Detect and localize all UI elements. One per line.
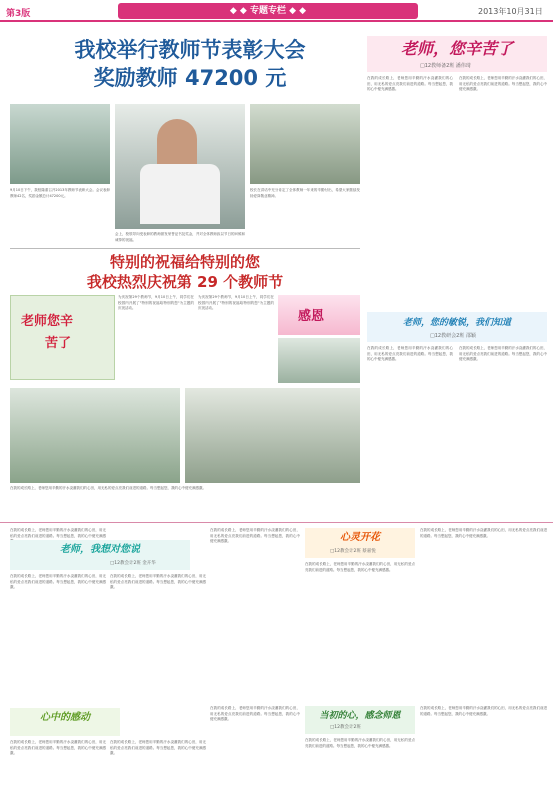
section-title: ◆ ◆ 专题专栏 ◆ ◆	[229, 6, 307, 16]
issue-date: 2013年10月31日	[478, 7, 543, 16]
feature-photo-small	[278, 338, 360, 383]
feature-caption: 在我的成长路上，老师您用辛勤的汗水浇灌我们的心田，用无私的爱点亮我们前进的道路。每当想起您，我的心中便充满感激。	[10, 486, 206, 490]
teacher-col-text-2: 在我的成长路上，老师您用辛勤的汗水浇灌我们的心田，用无私的爱点亮我们前进的道路。每当想起您，我的心中便充满感激。	[459, 76, 547, 92]
bottom-right-text: 在我的成长路上，老师您用辛勤的汗水浇灌我们的心田，用无私的爱点亮我们前进的道路。每当想起您，我的心中便充满感激。	[420, 706, 547, 716]
mood-col-text-2: 在我的成长路上，老师您用辛勤的汗水浇灌我们的心田，用无私的爱点亮我们前进的道路。每当想起您，我的心中便充满感激。	[110, 740, 206, 756]
page-number: 第3版	[6, 9, 31, 19]
diligent-col-text-1: 在我的成长路上，老师您用辛勤的汗水浇灌我们的心田，用无私的爱点亮我们前进的道路。每当想起您，我的心中便充满感激。	[367, 346, 453, 362]
header-rule	[0, 20, 553, 22]
diligent-col-text-2: 在我的成长路上，老师您用辛勤的汗水浇灌我们的心田，用无私的爱点亮我们前进的道路。每当想起您，我的心中便充满感激。	[459, 346, 547, 362]
card-text-1: 老师您辛	[21, 314, 74, 329]
heart-col-title: 心灵开花	[340, 532, 380, 543]
mood-col-title: 心中的感动	[40, 712, 90, 723]
heart-col-text: 在我的成长路上，老师您用辛勤的汗水浇灌我们的心田，用无私的爱点亮我们前进的道路。每当想起您，我的心中便充满感激。	[305, 562, 415, 572]
lower-divider	[0, 522, 553, 523]
heart-col-byline: □12教会计2班 蔡嘉悦	[330, 549, 376, 554]
lead-photo-1	[10, 104, 110, 184]
teacher-col-title: 老师，您辛苦了	[400, 39, 513, 58]
feature-body-1: 为庆祝第29个教师节，9月10日上午，同学们在校园内开展了"特别的祝福给特别的您"为主题的庆祝活动。	[118, 295, 194, 311]
card-photo	[10, 295, 115, 380]
feature-photo-strip-2	[185, 388, 360, 483]
wish-col-byline: □12教会计2班 金卉华	[110, 561, 156, 566]
feature-rule	[10, 248, 360, 249]
teacher-col-byline: □12教师备2班 潘伟琦	[420, 63, 471, 69]
lead-title-1: 我校举行教师节表彰大会	[74, 38, 306, 62]
feature-title-1: 特别的祝福给特别的您	[109, 253, 260, 271]
lead-body-left: 9月10日下午，我校隆重召开2013年教师节表彰大会。会议表彰教师42名，奖励金额总计47200元。	[10, 188, 110, 198]
wish-col-text-1: 在我的成长路上，老师您用辛勤的汗水浇灌我们的心田，用无私的爱点亮我们前进的道路。每当想起您，我的心中便充满感激。	[10, 574, 106, 590]
diligent-col-title: 老师，您的敏锐，我们知道	[402, 318, 511, 328]
lower-left-text: 在我的成长路上，老师您用辛勤的汗水浇灌我们的心田，用无私的爱点亮我们前进的道路。每当想起您，我的心中便充满感	[10, 528, 106, 538]
wish-col-text-2: 在我的成长路上，老师您用辛勤的汗水浇灌我们的心田，用无私的爱点亮我们前进的道路。每当想起您，我的心中便充满感激。	[110, 574, 206, 590]
lower-mid-text: 在我的成长路上，老师您用辛勤的汗水浇灌我们的心田，用无私的爱点亮我们前进的道路。每当想起您，我的心中便充满感激。	[210, 528, 300, 544]
feature-photo-strip-1	[10, 388, 180, 483]
lead-photo-2	[115, 104, 245, 229]
wish-col-title: 老师，我想对您说	[60, 544, 140, 555]
feature-body-2: 为庆祝第29个教师节，9月10日上午，同学们在校园内开展了"特别的祝福给特别的您"为主题的庆祝活动。	[198, 295, 274, 311]
lower-right-text: 在我的成长路上，老师您用辛勤的汗水浇灌我们的心田，用无私的爱点亮我们前进的道路。每当想起您，我的心中便充满感激。	[420, 528, 547, 538]
deeds-col-byline: □12教会计2班	[330, 725, 361, 730]
deeds-col-text: 在我的成长路上，老师您用辛勤的汗水浇灌我们的心田，用无私的爱点亮我们前进的道路。每当想起您，我的心中便充满感激。	[305, 738, 415, 748]
diligent-col-byline: □12教研会2班 邵颖	[430, 333, 476, 339]
card-text-2: 苦了	[45, 336, 72, 351]
lead-photo-3	[250, 104, 360, 184]
banner-photo	[278, 295, 360, 335]
mood-col-text-1: 在我的成长路上，老师您用辛勤的汗水浇灌我们的心田，用无私的爱点亮我们前进的道路。每当想起您，我的心中便充满感激。	[10, 740, 106, 756]
lead-body-right: 校长在讲话中充分肯定了全体教师一年来的辛勤付出，希望大家继续发扬爱岗敬业精神。	[250, 188, 360, 198]
lead-title-2: 奖励教师 47200 元	[93, 66, 287, 90]
feature-title-2: 我校热烈庆祝第 29 个教师节	[86, 273, 284, 291]
bottom-mid-text: 在我的成长路上，老师您用辛勤的汗水浇灌我们的心田，用无私的爱点亮我们前进的道路。每当想起您，我的心中便充满感激。	[210, 706, 300, 722]
lead-body-mid: 会上，校领导向受表彰的教师颁发荣誉证书及奖金，并对全体教师致以节日的问候和诚挚的祝福。	[115, 232, 245, 242]
deeds-col-title: 当初的心，感念师恩	[319, 711, 401, 721]
banner-photo-text: 感恩	[298, 309, 325, 324]
teacher-col-text-1: 在我的成长路上，老师您用辛勤的汗水浇灌我们的心田，用无私的爱点亮我们前进的道路。每当想起您，我的心中便充满感激。	[367, 76, 453, 92]
